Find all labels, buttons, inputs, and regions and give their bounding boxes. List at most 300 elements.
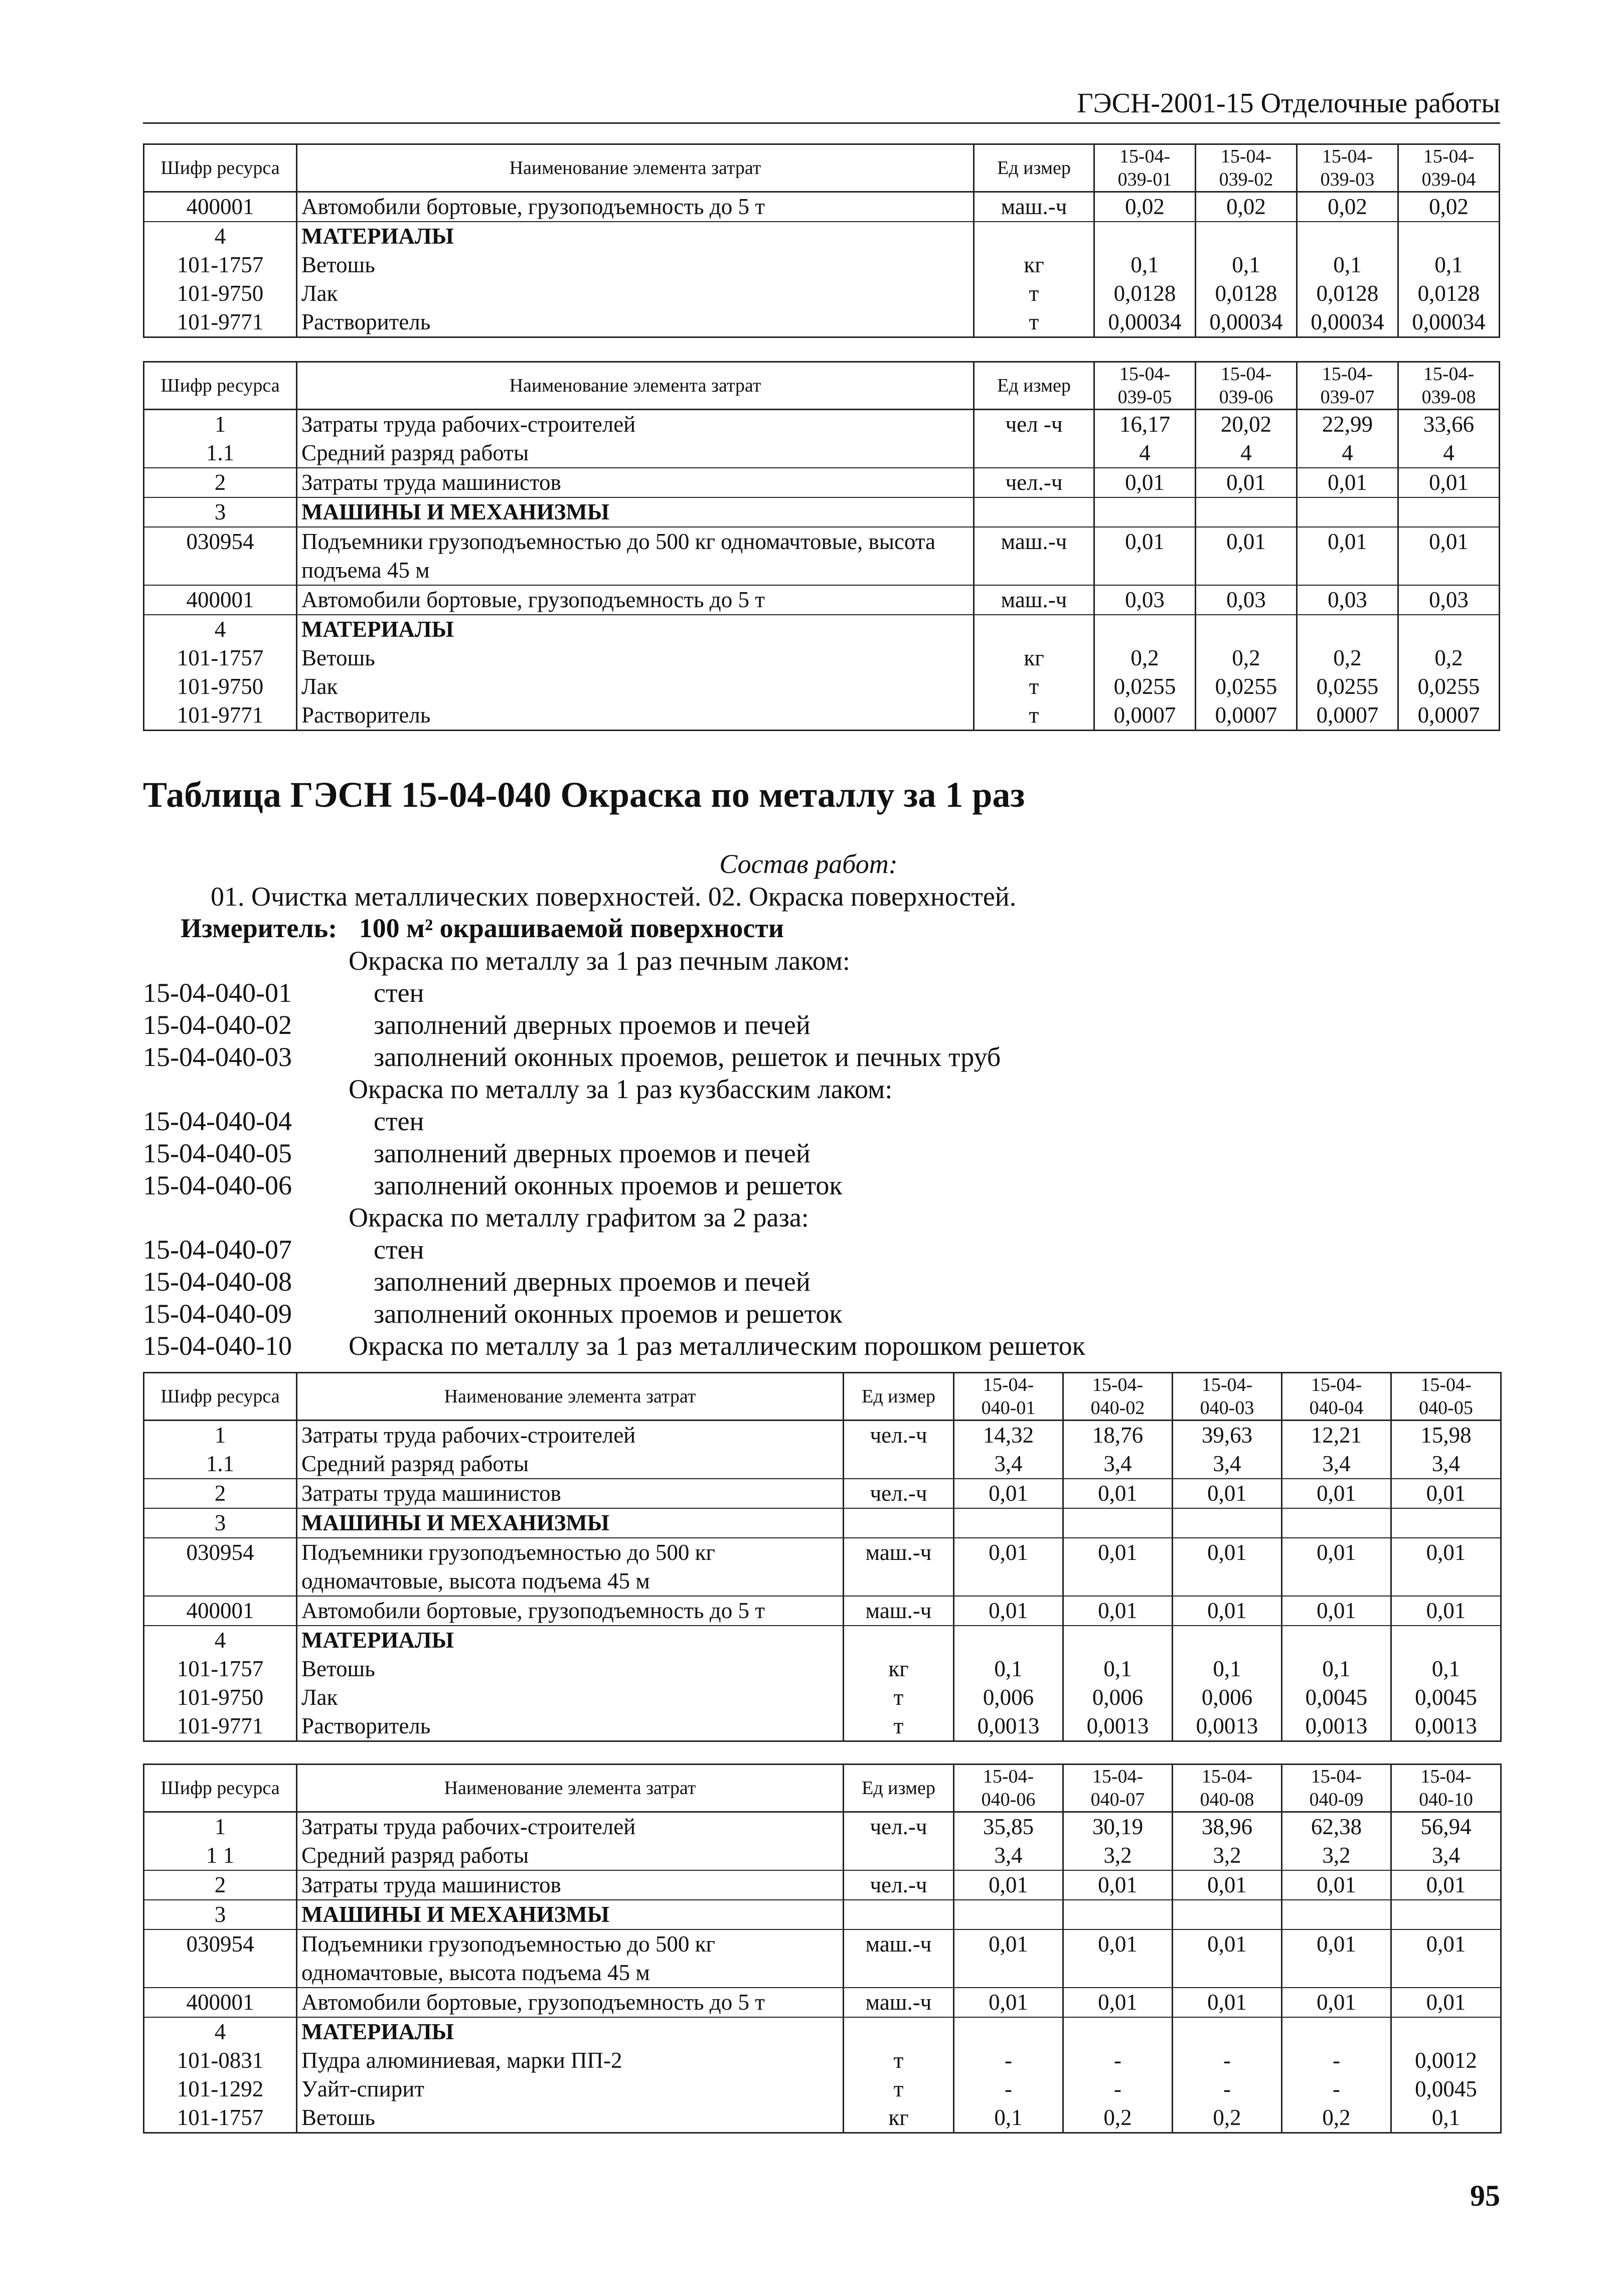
cost-element-name: Затраты труда рабочих-строителей (297, 1812, 844, 1842)
norm-value (1398, 615, 1500, 644)
norm-value: 35,85 (954, 1812, 1063, 1842)
header-norm-code (1094, 144, 1196, 192)
norm-value: 3,4 (1391, 1450, 1501, 1479)
norm-value: 0,0128 (1297, 279, 1398, 308)
norm-value: 0,01 (1063, 1538, 1173, 1596)
norm-value: 38,96 (1173, 1812, 1282, 1842)
unit-of-measure: т (844, 2075, 954, 2103)
norm-value: 4 (1094, 439, 1196, 468)
resource-code: 101-9771 (144, 308, 297, 337)
header-name: Наименование элемента затрат (297, 1373, 844, 1421)
variant-code (143, 945, 349, 977)
unit-of-measure: кг (844, 1655, 954, 1683)
variant-row (143, 1233, 1497, 1266)
table-row (144, 1626, 1501, 1655)
cost-table-040-b (143, 1763, 1502, 2134)
header-name: Наименование элемента затрат (297, 1764, 844, 1812)
norm-value (1173, 2017, 1282, 2046)
resource-code: 101-9771 (144, 701, 297, 731)
norm-value (1063, 2017, 1173, 2046)
variant-code: 15-04-040-05 (143, 1138, 292, 1168)
cost-element-name: МАШИНЫ И МЕХАНИЗМЫ (297, 497, 974, 527)
norm-value: 0,03 (1398, 585, 1500, 615)
cost-element-name: Ветошь (297, 2103, 844, 2133)
cost-element-name: МАШИНЫ И МЕХАНИЗМЫ (297, 1900, 844, 1929)
norm-value: 0,1 (1196, 251, 1297, 279)
unit-of-measure (844, 1508, 954, 1538)
table-row (144, 1841, 1501, 1870)
norm-value (1282, 1508, 1391, 1538)
norm-value: 4 (1398, 439, 1500, 468)
section-title: Таблица ГЭСН 15-04-040 Окраска по металлу за 1 раз (143, 775, 1025, 815)
unit-of-measure: чел.-ч (844, 1479, 954, 1508)
norm-value: 0,01 (954, 1538, 1063, 1596)
variant-text: заполнений оконных проемов, решеток и печных труб (374, 1042, 1001, 1072)
norm-code-part: 039-01 (1117, 169, 1172, 190)
norm-value: - (954, 2046, 1063, 2075)
norm-value: 0,0013 (1282, 1712, 1391, 1741)
norm-code-part: 15-04- (983, 1374, 1034, 1395)
unit-of-measure: кг (974, 644, 1094, 672)
norm-value: 0,01 (1391, 1538, 1501, 1596)
norm-code-part: 039-06 (1219, 387, 1273, 408)
norm-value (1282, 1626, 1391, 1655)
norm-value: 0,01 (1173, 1596, 1282, 1626)
norm-value: 3,4 (954, 1841, 1063, 1870)
norm-value: 0,02 (1398, 192, 1500, 222)
variant-code (143, 1201, 349, 1233)
cost-element-name: Автомобили бортовые, грузоподъемность до 5 т (297, 1988, 844, 2017)
header-unit: Ед измер (974, 144, 1094, 192)
norm-value: - (1063, 2046, 1173, 2075)
norm-value (1094, 615, 1196, 644)
norm-value: 0,03 (1094, 585, 1196, 615)
norm-value: 3,4 (954, 1450, 1063, 1479)
norm-code-part: 039-02 (1219, 169, 1273, 190)
cost-element-name: Уайт-спирит (297, 2075, 844, 2103)
unit-of-measure (974, 439, 1094, 468)
norm-value: - (1173, 2075, 1282, 2103)
header-name: Наименование элемента затрат (297, 362, 974, 410)
variant-code: 15-04-040-01 (143, 978, 292, 1008)
norm-value: 0,1 (954, 2103, 1063, 2133)
norm-value (1063, 1626, 1173, 1655)
header-code: Шифр ресурса (144, 144, 297, 192)
work-composition-caption: Состав работ: (719, 849, 898, 879)
table-row (144, 1596, 1501, 1626)
norm-code-part: 15-04- (1311, 1766, 1362, 1787)
norm-code-part: 040-09 (1309, 1789, 1364, 1810)
norm-value: 0,01 (1391, 1929, 1501, 1988)
norm-value: 0,006 (954, 1683, 1063, 1712)
norm-value: 0,01 (1398, 468, 1500, 497)
unit-of-measure: чел.-ч (844, 1812, 954, 1842)
variant-code: 15-04-040-04 (143, 1106, 292, 1136)
unit-of-measure: маш.-ч (844, 1988, 954, 2017)
cost-element-name: Подъемники грузоподъемностью до 500 кг одномачтовые, высота подъема 45 м (297, 1538, 844, 1596)
unit-of-measure: маш.-ч (844, 1596, 954, 1626)
variant-code: 15-04-040-02 (143, 1010, 292, 1040)
variant-row (143, 1009, 1497, 1041)
norm-value (1391, 1508, 1501, 1538)
norm-value: 0,0255 (1196, 672, 1297, 701)
table-row (144, 410, 1500, 439)
cost-element-name: МАТЕРИАЛЫ (297, 222, 974, 251)
norm-value: 0,01 (1282, 1538, 1391, 1596)
norm-value: 0,01 (1173, 1538, 1282, 1596)
table-row (144, 1538, 1501, 1596)
variant-text: Окраска по металлу за 1 раз кузбасским лаком: (349, 1074, 893, 1104)
norm-value: 3,4 (1173, 1450, 1282, 1479)
variant-text: заполнений дверных проемов и печей (374, 1267, 811, 1297)
variant-text: стен (374, 1234, 424, 1265)
norm-code-part: 15-04- (1322, 364, 1373, 385)
norm-value: 0,01 (1282, 1929, 1391, 1988)
norm-code-part: 040-08 (1200, 1789, 1254, 1810)
cost-table-039-b (143, 361, 1500, 731)
variant-row (143, 1073, 1497, 1105)
norm-value: 20,02 (1196, 410, 1297, 439)
unit-of-measure: маш.-ч (974, 192, 1094, 222)
cost-element-name: МАТЕРИАЛЫ (297, 615, 974, 644)
unit-of-measure: чел.-ч (974, 468, 1094, 497)
cost-element-name: МАТЕРИАЛЫ (297, 2017, 844, 2046)
norm-value: 0,00034 (1398, 308, 1500, 337)
norm-value: 0,0045 (1282, 1683, 1391, 1712)
norm-value: 0,2 (1282, 2103, 1391, 2133)
resource-code: 101-9750 (144, 1683, 297, 1712)
cost-element-name: Средний разряд работы (297, 1841, 844, 1870)
norm-value: 22,99 (1297, 410, 1398, 439)
norm-value: 3,2 (1282, 1841, 1391, 1870)
unit-of-measure: маш.-ч (844, 1538, 954, 1596)
norm-value: 0,0013 (1063, 1712, 1173, 1741)
norm-value: 0,01 (1196, 527, 1297, 585)
norm-value: 62,38 (1282, 1812, 1391, 1842)
cost-table-040-a (143, 1372, 1502, 1742)
header-norm-code (1282, 1764, 1391, 1812)
norm-code-part: 15-04- (1092, 1374, 1144, 1395)
table-row (144, 585, 1500, 615)
header-unit: Ед измер (974, 362, 1094, 410)
norm-value: 0,01 (1297, 527, 1398, 585)
unit-of-measure: т (974, 672, 1094, 701)
norm-value: 0,0045 (1391, 2075, 1501, 2103)
variant-code: 15-04-040-03 (143, 1042, 292, 1072)
norm-value: 0,01 (1063, 1596, 1173, 1626)
norm-value: 0,1 (1063, 1655, 1173, 1683)
resource-code: 1 (144, 1421, 297, 1450)
norm-value: - (1282, 2075, 1391, 2103)
cost-element-name: Затраты труда рабочих-строителей (297, 410, 974, 439)
resource-code: 101-9771 (144, 1712, 297, 1741)
resource-code: 101-1757 (144, 251, 297, 279)
norm-value: 0,01 (1282, 1596, 1391, 1626)
norm-value: 0,01 (1173, 1988, 1282, 2017)
variant-text: заполнений дверных проемов и печей (374, 1010, 811, 1040)
variant-text: Окраска по металлу за 1 раз металлическим порошком решеток (349, 1331, 1085, 1361)
cost-element-name: МАТЕРИАЛЫ (297, 1626, 844, 1655)
cost-element-name: Растворитель (297, 1712, 844, 1741)
resource-code: 1 1 (144, 1841, 297, 1870)
unit-of-measure: чел -ч (974, 410, 1094, 439)
norm-value: 0,01 (1282, 1870, 1391, 1900)
cost-element-name: Затраты труда машинистов (297, 468, 974, 497)
norm-value (1398, 497, 1500, 527)
resource-code: 4 (144, 1626, 297, 1655)
norm-value: 0,03 (1196, 585, 1297, 615)
table-row (144, 1988, 1501, 2017)
norm-value (1196, 615, 1297, 644)
header-norm-code (1063, 1764, 1173, 1812)
norm-code-part: 039-03 (1320, 169, 1375, 190)
norm-value: 0,006 (1063, 1683, 1173, 1712)
norm-value: 0,1 (1398, 251, 1500, 279)
norm-value (1196, 222, 1297, 251)
variant-row (143, 977, 1497, 1009)
norm-value: 39,63 (1173, 1421, 1282, 1450)
norm-value: 4 (1196, 439, 1297, 468)
resource-code: 101-1757 (144, 1655, 297, 1683)
page-number: 95 (1470, 2179, 1500, 2212)
resource-code: 3 (144, 497, 297, 527)
norm-code-part: 040-06 (981, 1789, 1036, 1810)
table-row (144, 1929, 1501, 1988)
meter-line (181, 912, 784, 945)
table-row (144, 615, 1500, 644)
resource-code: 400001 (144, 1988, 297, 2017)
header-norm-code (1094, 362, 1196, 410)
variant-text: Окраска по металлу графитом за 2 раза: (349, 1202, 809, 1232)
header-code: Шифр ресурса (144, 1764, 297, 1812)
norm-value: 0,1 (1391, 1655, 1501, 1683)
norm-value: 30,19 (1063, 1812, 1173, 1842)
norm-value: 3,2 (1173, 1841, 1282, 1870)
norm-code-part: 039-07 (1320, 387, 1375, 408)
norm-value: 0,0012 (1391, 2046, 1501, 2075)
resource-code: 4 (144, 222, 297, 251)
norm-value: 0,0007 (1398, 701, 1500, 731)
norm-value: 0,02 (1297, 192, 1398, 222)
norm-value: 0,01 (1391, 1596, 1501, 1626)
header-norm-code (1063, 1373, 1173, 1421)
norm-value (1094, 222, 1196, 251)
norm-value: 0,03 (1297, 585, 1398, 615)
resource-code: 101-1757 (144, 644, 297, 672)
norm-value (954, 1508, 1063, 1538)
norm-value: 0,0255 (1094, 672, 1196, 701)
norm-value: 0,01 (1391, 1870, 1501, 1900)
variant-code: 15-04-040-09 (143, 1299, 292, 1329)
norm-value: 0,0045 (1391, 1683, 1501, 1712)
variant-text: стен (374, 1106, 424, 1136)
norm-value: 33,66 (1398, 410, 1500, 439)
table-row (144, 527, 1500, 585)
norm-value (1063, 1508, 1173, 1538)
variant-text: заполнений оконных проемов и решеток (374, 1170, 843, 1200)
norm-value (1094, 497, 1196, 527)
running-header: ГЭСН-2001-15 Отделочные работы (143, 85, 1500, 124)
norm-value: 56,94 (1391, 1812, 1501, 1842)
variant-text: стен (374, 978, 424, 1008)
header-norm-code (954, 1764, 1063, 1812)
header-norm-code (1173, 1373, 1282, 1421)
cost-element-name: Подъемники грузоподъемностью до 500 кг одномачтовые, высота подъема 45 м (297, 1929, 844, 1988)
norm-code-part: 039-08 (1421, 387, 1476, 408)
variant-code (143, 1073, 349, 1105)
resource-code: 2 (144, 1870, 297, 1900)
norm-value: 0,1 (1297, 251, 1398, 279)
unit-of-measure: т (974, 279, 1094, 308)
header-norm-code (1282, 1373, 1391, 1421)
unit-of-measure: маш.-ч (974, 585, 1094, 615)
norm-code-part: 040-07 (1090, 1789, 1145, 1810)
header-norm-code (1173, 1764, 1282, 1812)
unit-of-measure (844, 1841, 954, 1870)
norm-value (1391, 1900, 1501, 1929)
norm-code-part: 040-10 (1419, 1789, 1473, 1810)
norm-value: 0,01 (1173, 1870, 1282, 1900)
norm-value: - (954, 2075, 1063, 2103)
table-row (144, 1479, 1501, 1508)
norm-value: 14,32 (954, 1421, 1063, 1450)
resource-code: 030954 (144, 527, 297, 585)
variant-row (143, 1201, 1497, 1233)
table-row (144, 251, 1500, 279)
norm-value (1282, 1900, 1391, 1929)
variant-row (143, 1330, 1497, 1362)
norm-value: 0,0013 (1391, 1712, 1501, 1741)
table-row (144, 1900, 1501, 1929)
unit-of-measure (844, 2017, 954, 2046)
variant-list (143, 945, 1497, 1362)
table-row (144, 1683, 1501, 1712)
table-row (144, 1870, 1501, 1900)
norm-value: 16,17 (1094, 410, 1196, 439)
norm-value: 0,01 (954, 1479, 1063, 1508)
cost-element-name: Пудра алюминиевая, марки ПП-2 (297, 2046, 844, 2075)
work-operations: 01. Очистка металлических поверхностей. 02. Окраска поверхностей. (211, 881, 1017, 912)
norm-value: 0,0255 (1398, 672, 1500, 701)
header-norm-code (1391, 1373, 1501, 1421)
table-row (144, 1655, 1501, 1683)
norm-value: - (1173, 2046, 1282, 2075)
resource-code: 4 (144, 615, 297, 644)
norm-value (1297, 615, 1398, 644)
cost-element-name: Автомобили бортовые, грузоподъемность до 5 т (297, 585, 974, 615)
table-row (144, 672, 1500, 701)
resource-code: 101-1292 (144, 2075, 297, 2103)
table-row (144, 644, 1500, 672)
variant-row (143, 1041, 1497, 1073)
variant-row (143, 1169, 1497, 1201)
norm-value (1297, 497, 1398, 527)
table-row (144, 192, 1500, 222)
norm-value: 0,00034 (1094, 308, 1196, 337)
cost-element-name: Ветошь (297, 644, 974, 672)
cost-element-name: Ветошь (297, 1655, 844, 1683)
cost-element-name: Средний разряд работы (297, 439, 974, 468)
variant-row (143, 1266, 1497, 1298)
table-row (144, 701, 1500, 731)
norm-value (1173, 1626, 1282, 1655)
norm-value: 0,2 (1196, 644, 1297, 672)
norm-value: 0,1 (1094, 251, 1196, 279)
resource-code: 3 (144, 1900, 297, 1929)
table-row (144, 1450, 1501, 1479)
cost-element-name: Автомобили бортовые, грузоподъемность до 5 т (297, 1596, 844, 1626)
resource-code: 101-1757 (144, 2103, 297, 2133)
norm-code-part: 039-05 (1117, 387, 1172, 408)
resource-code: 101-9750 (144, 279, 297, 308)
norm-value: - (1282, 2046, 1391, 2075)
cost-element-name: Лак (297, 279, 974, 308)
norm-value (1391, 1626, 1501, 1655)
norm-code-part: 15-04- (1420, 1374, 1472, 1395)
norm-value: 0,2 (1398, 644, 1500, 672)
table-row (144, 2046, 1501, 2075)
unit-of-measure: маш.-ч (844, 1929, 954, 1988)
header-code: Шифр ресурса (144, 362, 297, 410)
table-row (144, 1421, 1501, 1450)
norm-code-part: 040-05 (1419, 1397, 1473, 1419)
unit-of-measure (974, 497, 1094, 527)
norm-value: 0,0007 (1297, 701, 1398, 731)
norm-value: 0,1 (954, 1655, 1063, 1683)
table-row (144, 1508, 1501, 1538)
norm-value: 0,01 (1398, 527, 1500, 585)
norm-value: 3,4 (1391, 1841, 1501, 1870)
norm-value: 0,01 (1391, 1988, 1501, 2017)
cost-element-name: Подъемники грузоподъемностью до 500 кг одномачтовые, высота подъема 45 м (297, 527, 974, 585)
variant-row (143, 945, 1497, 977)
norm-value: 0,2 (1173, 2103, 1282, 2133)
norm-value: 0,01 (1063, 1479, 1173, 1508)
variant-text: Окраска по металлу за 1 раз печным лаком: (349, 946, 850, 976)
meter-label: Измеритель: (181, 913, 338, 943)
norm-value (1173, 1900, 1282, 1929)
norm-value: 0,01 (1297, 468, 1398, 497)
header-norm-code (1297, 362, 1398, 410)
norm-value: 0,01 (1063, 1870, 1173, 1900)
norm-value: 0,01 (1173, 1479, 1282, 1508)
resource-code: 400001 (144, 585, 297, 615)
header-code: Шифр ресурса (144, 1373, 297, 1421)
resource-code: 2 (144, 468, 297, 497)
norm-value: 12,21 (1282, 1421, 1391, 1450)
norm-value: 0,00034 (1196, 308, 1297, 337)
norm-value: 0,01 (1282, 1988, 1391, 2017)
unit-of-measure: т (844, 1712, 954, 1741)
norm-value (1391, 2017, 1501, 2046)
norm-value: 0,0128 (1398, 279, 1500, 308)
norm-value (1398, 222, 1500, 251)
unit-of-measure (844, 1900, 954, 1929)
header-norm-code (1398, 144, 1500, 192)
norm-value: 0,1 (1391, 2103, 1501, 2133)
resource-code: 2 (144, 1479, 297, 1508)
norm-value: 4 (1297, 439, 1398, 468)
cost-element-name: МАШИНЫ И МЕХАНИЗМЫ (297, 1508, 844, 1538)
norm-value: 0,2 (1094, 644, 1196, 672)
table-row (144, 439, 1500, 468)
table-row (144, 308, 1500, 337)
norm-value: 0,01 (954, 1870, 1063, 1900)
norm-value: 0,01 (1094, 468, 1196, 497)
norm-value: 15,98 (1391, 1421, 1501, 1450)
norm-value: 0,02 (1094, 192, 1196, 222)
resource-code: 1 (144, 410, 297, 439)
